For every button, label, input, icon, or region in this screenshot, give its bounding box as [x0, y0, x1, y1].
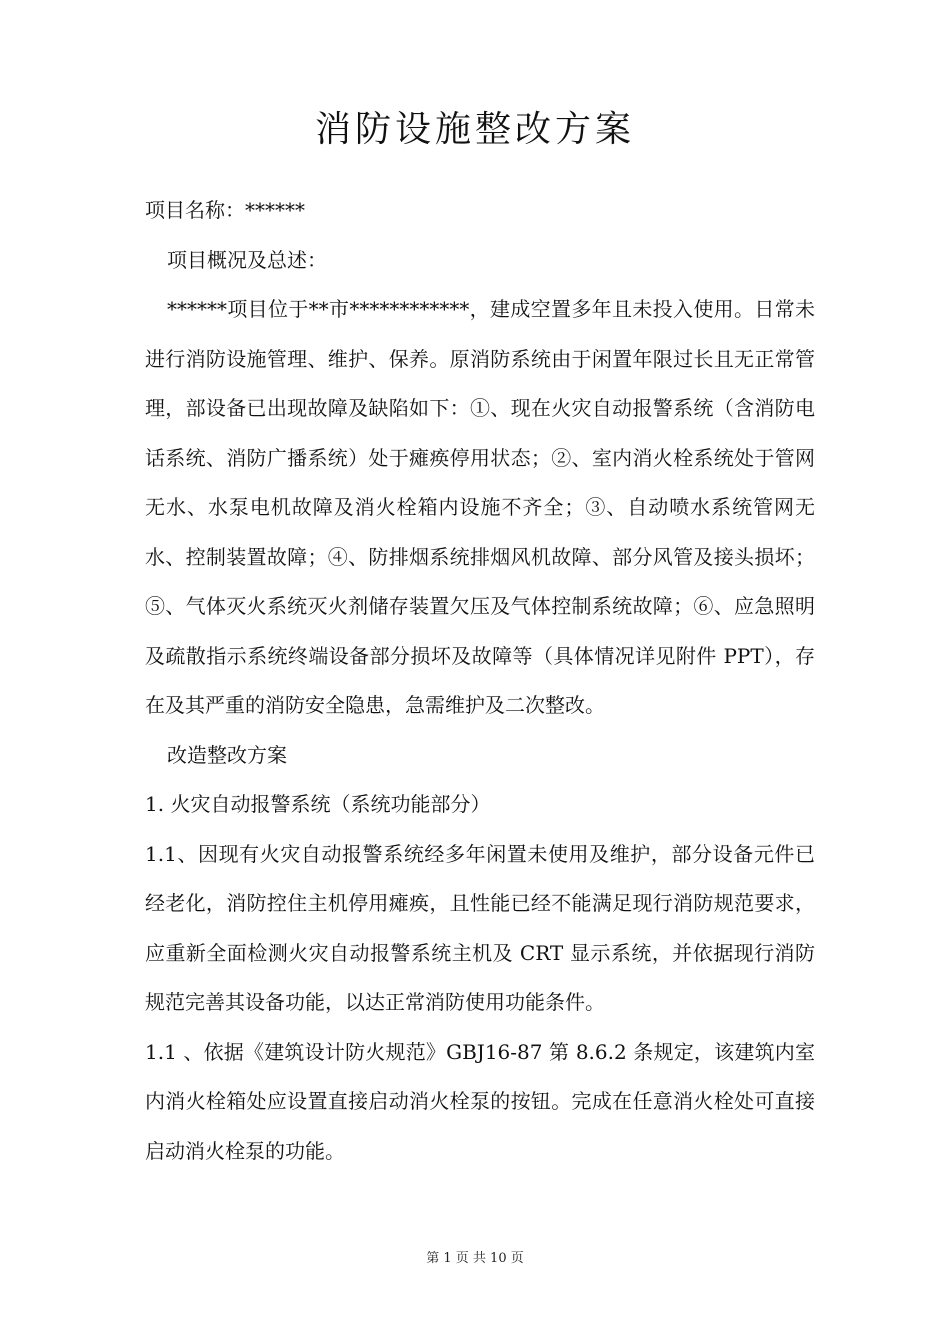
section-1-1-paragraph: 1.1、因现有火灾自动报警系统经多年闲置未使用及维护，部分设备元件已经老化，消防控住主机停用瘫痪，且性能已经不能满足现行消防规范要求，应重新全面检测火灾自动报警系统主机及 CRT 显示系统，并依据现行消防规范完善其设备功能，以达正常消防使用功能条件。 [145, 841, 815, 1014]
overview-heading: 项目概况及总述： [167, 247, 327, 272]
plan-heading: 改造整改方案 [167, 742, 287, 767]
overview-paragraph: ******项目位于**市************，建成空置多年且未投入使用。日常未进行消防设施管理、维护、保养。原消防系统由于闲置年限过长且无正常管理，部设备已出现故障及缺陷如下：①、现在火灾自动报警系统（含消防电话系统、消防广播系统）处于瘫痪停用状态；②、室内消火栓系统处于管网无水、水泵电机故障及消火栓箱内设施不齐全；③、自动喷水系统管网无水、控制装置故障；④、防排烟系统排烟风机故障、部分风管及接头损坏；⑤、气体灭火系统灭火剂储存装置欠压及气体控制系统故障；⑥、应急照明及疏散指示系统终端设备部分损坏及故障等（具体情况详见附件 PPT），存在及其严重的消防安全隐患，急需维护及二次整改。 [145, 297, 815, 717]
document-body [145, 186, 815, 1176]
page-footer: 第 1 页 共 10 页 [426, 1251, 524, 1266]
section-1-1b-paragraph: 1.1 、依据《建筑设计防火规范》GBJ16-87 第 8.6.2 条规定，该建筑内室内消火栓箱处应设置直接启动消火栓泵的按钮。完成在任意消火栓处可直接启动消火栓泵的功能。 [145, 1039, 815, 1163]
project-name: 项目名称：****** [145, 198, 305, 222]
document-title: 消防设施整改方案 [314, 109, 635, 150]
section-1-heading: 1. 火灾自动报警系统（系统功能部分） [145, 792, 491, 816]
